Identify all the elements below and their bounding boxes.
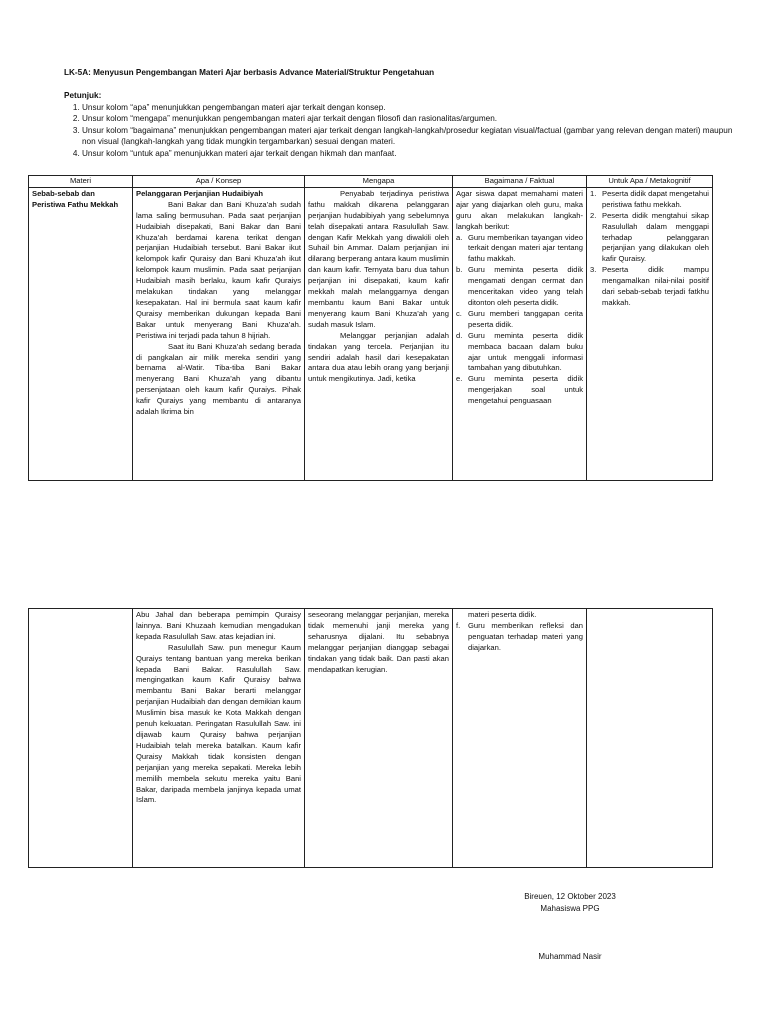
apa-paragraph: Rasulullah Saw. pun menegur Kaum Quraiys tentang bantuan yang mereka berikan kepada Bani Bakar. Rasulullah Saw. mengingatkan kaum Kafir Quraisy bahwa membantu Bani Bakar berarti melanggar perjanjian Hudaibiah dan dengan demikian kaum Muslimin bisa masuk ke Kota Makkah dengan penuh kekuatan. Peringatan Rasulullah Saw. ini dijawab kaum Quraisy bahwa perjanjian Hudaibiah telah mereka batalkan. Kaum kafir Quraisy Makkah tidak konsisten dengan perjanjian yang mereka sepakati. Mereka lebih memilih membela sekutu mereka yaitu Bani Bakar, daripada membela janjinya kepada umat Islam. bbox=[136, 642, 301, 805]
list-item: f. Guru memberikan refleksi dan penguatan terhadap materi yang diajarkan. bbox=[456, 620, 583, 652]
list-item: 1. Peserta didik dapat mengetahui peristiwa fathu mekkah. bbox=[590, 188, 709, 209]
petunjuk-item: 1. Unsur kolom “apa” menunjukkan pengembangan materi ajar terkait dengan konsep. bbox=[82, 102, 744, 114]
cell-bagaimana bbox=[453, 609, 587, 868]
signature-role: Mahasiswa PPG bbox=[540, 904, 600, 913]
apa-paragraph: Saat itu Bani Khuza’ah sedang berada di pangkalan air milik mereka sendiri yang bernama al-Watir. Tiba-tiba Bani Bakar menyerang Bani Khuza’ah yang dibantu persenjataan oleh kaum kafir Quraiys. Pihak kafir Quraiys yang membantu di antaranya adalah Ikrima bin bbox=[136, 341, 301, 417]
apa-title: Pelanggaran Perjanjian Hudaibiyah bbox=[136, 188, 264, 198]
table-row bbox=[29, 609, 713, 868]
apa-paragraph: Bani Bakar dan Bani Khuza’ah sudah lama saling bermusuhan. Pada saat perjanjian Hudaibiah disepakati, Bani Bakar dan Bani Khuza’ah berdamai karena terikat dengan perjanjian Hudaibiah tersebut. Bani Bakar ikut kelompok kafir Quraisy dan Bani Khuza’ah ikut kelompok kaum muslimin. Pada saat perjanjian Hudaibiah masih berlaku, kaum kafir Quraiys melakukan tindakan yang melanggar kesepakatan. Hal ini bermula saat kaum kafir Quraisy memberikan dukungan kepada Bani Bakar untuk menyerang Bani Khuza’ah. Peristiwa ini terjadi pada tahun 8 hijriah. bbox=[136, 199, 301, 340]
table-row bbox=[29, 187, 713, 480]
list-item: d. Guru meminta peserta didik membaca bacaan dalam buku ajar untuk menggali informasi tambahan yang dibutuhkan. bbox=[456, 330, 583, 373]
cell-materi bbox=[29, 609, 133, 868]
materi-table-page2 bbox=[28, 608, 713, 868]
list-item: c. Guru memberi tanggapan cerita peserta didik. bbox=[456, 308, 583, 329]
bagaimana-steps bbox=[456, 233, 583, 408]
cell-materi: Sebab-sebab dan Peristiwa Fathu Mekkah bbox=[29, 187, 133, 480]
header-untuk-apa: Untuk Apa / Metakognitif bbox=[587, 176, 713, 188]
document-title: LK-5A: Menyusun Pengembangan Materi Ajar berbasis Advance Material/Struktur Pengetahuan bbox=[64, 68, 435, 77]
signature-name: Muhammad Nasir bbox=[538, 952, 602, 961]
list-item: a. Guru memberikan tayangan video terkait dengan materi ajar tentang fathu makkah. bbox=[456, 232, 583, 264]
petunjuk-item: 4. Unsur kolom “untuk apa” menunjukkan materi ajar terkait dengan hikmah dan manfaat. bbox=[82, 148, 744, 160]
header-bagaimana: Bagaimana / Faktual bbox=[453, 176, 587, 188]
apa-paragraph: Abu Jahal dan beberapa pemimpin Quraisy lainnya. Bani Khuzaah kemudian mengadukan kepada Rasulullah Saw. atas kejadian ini. bbox=[136, 610, 301, 641]
cell-apa bbox=[133, 609, 305, 868]
cell-mengapa bbox=[305, 187, 453, 480]
list-item: materi peserta didik. bbox=[468, 610, 537, 619]
table-header-row bbox=[29, 176, 713, 188]
cell-apa bbox=[133, 187, 305, 480]
bagaimana-intro: Agar siswa dapat memahami materi ajar yang diajarkan oleh guru, maka guru akan melakukan langkah-langkah berikut: bbox=[456, 188, 583, 231]
petunjuk-item: 2. Unsur kolom “mengapa” menunjukkan pengembangan materi ajar terkait dengan filosofi dan rasionalitas/argumen. bbox=[82, 113, 744, 125]
cell-bagaimana bbox=[453, 187, 587, 480]
untuk-apa-list bbox=[590, 189, 709, 309]
mengapa-paragraph: Melanggar perjanjian adalah tindakan yang tercela. Perjanjian itu sendiri adalah hasil dari kesepakatan antara dua atau lebih orang yang berjanji untuk mengikutinya. Jadi, ketika bbox=[308, 330, 449, 384]
header-materi: Materi bbox=[29, 176, 133, 188]
cell-mengapa bbox=[305, 609, 453, 868]
header-apa: Apa / Konsep bbox=[133, 176, 305, 188]
list-item: e. Guru meminta peserta didik mengerjakan soal untuk mengetahui penguasaan bbox=[456, 374, 583, 406]
petunjuk-list bbox=[64, 102, 744, 160]
list-item: 3. Peserta didik mampu mengamalkan nilai-nilai positif dari sebab-sebab terjadi fatkhu makkah. bbox=[590, 265, 709, 307]
materi-table-page1 bbox=[28, 175, 713, 481]
header-mengapa: Mengapa bbox=[305, 176, 453, 188]
mengapa-paragraph: Penyabab terjadinya peristiwa fathu makkah dikarena pelanggaran perjanjian hudabibiyah yang sebelumnya telah disepakati antara Rasulullah Saw. dengan Kafir Mekkah yang diwakili oleh Suhail bin Ammar. Dalam perjanjian ini dilarang berperang antara kaum muslimin dan kaum kafir. Ternyata baru dua tahun perjanjian ini disepakati, kaum kafir mekkah malah melanggarnya dengan membantu kaum Bani Bakar untuk menyerang kaum Bani Khuza’ah yang sudah masuk Islam. bbox=[308, 188, 449, 329]
list-item: 2. Peserta didik mengtahui sikap Rasulullah dalam menggapi terhadap pelanggaran perjanjian yang dilakukan oleh kafir Quraisy. bbox=[590, 210, 709, 264]
signature-place-date: Bireuen, 12 Oktober 2023 bbox=[524, 892, 616, 901]
petunjuk-item: 3. Unsur kolom “bagaimana” menunjukkan pengembangan materi ajar terkait dengan langkah-langkah/prosedur kegiatan visual/factual (gambar yang relevan dengan materi) maupun non visual (langkah-langkah yang tidak mungkin tergambarkan) sesuai dengan materi. bbox=[82, 125, 744, 148]
cell-untuk-apa bbox=[587, 609, 713, 868]
cell-untuk-apa bbox=[587, 187, 713, 480]
bagaimana-steps bbox=[456, 610, 583, 654]
list-item: b. Guru meminta peserta didik mengamati dengan cermat dan menceritakan video yang telah ditonton oleh peserta didik. bbox=[456, 265, 583, 307]
petunjuk-section bbox=[64, 90, 744, 160]
petunjuk-heading: Petunjuk: bbox=[64, 91, 102, 100]
mengapa-paragraph: seseorang melanggar perjanjian, mereka tidak memenuhi janji mereka yang seharusnya dijalani. Itu sebabnya melanggar perjanjian dianggap sebagai tindakan yang tidak baik. Dan pasti akan mendapatkan kerugian. bbox=[308, 610, 449, 674]
